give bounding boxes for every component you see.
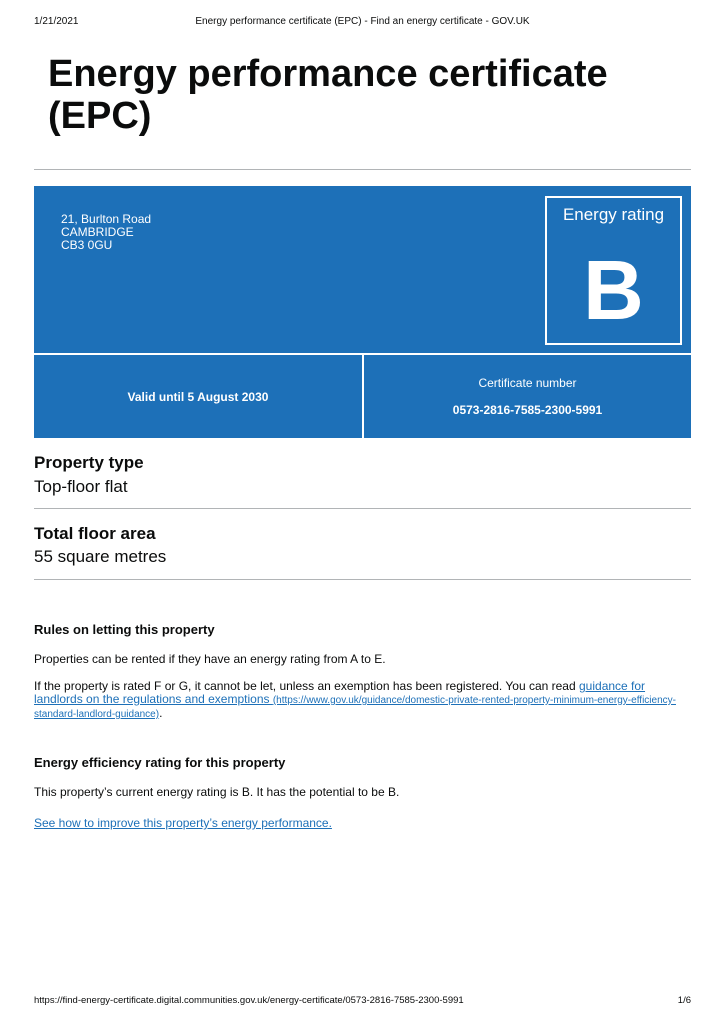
- floor-area-heading: Total floor area: [34, 524, 156, 543]
- property-type-value: Top-floor flat: [34, 477, 128, 496]
- print-date: 1/21/2021: [34, 16, 79, 27]
- address-line-street: 21, Burlton Road: [61, 212, 152, 226]
- valid-until: Valid until 5 August 2030: [127, 389, 269, 404]
- property-type-heading: Property type: [34, 453, 144, 472]
- page-number: 1/6: [677, 995, 691, 1006]
- print-footer: [34, 995, 691, 1009]
- page-title: Energy performance certificate (EPC): [48, 53, 608, 137]
- summary-divider: [34, 508, 691, 509]
- exemption-text: If the property is rated F or G, it cannot be let, unless an exemption has been registered. You can read: [34, 679, 579, 693]
- energy-rating-letter: B: [583, 243, 644, 337]
- print-footer-url: https://find-energy-certificate.digital.communities.gov.uk/energy-certificate/0573-2816-7585-2300-5991: [34, 995, 464, 1006]
- letting-rules-heading: Rules on letting this property: [34, 622, 215, 637]
- title-divider: [34, 169, 691, 170]
- print-document-title: Energy performance certificate (EPC) - Find an energy certificate - GOV.UK: [195, 16, 530, 27]
- banner-divider-vertical: [362, 355, 364, 438]
- certificate-number: 0573-2816-7585-2300-5991: [452, 403, 603, 417]
- landlord-guidance-link-text: guidance for landlords on the regulations and exemptions: [34, 679, 646, 706]
- energy-rating-box: [545, 196, 682, 345]
- efficiency-rating-heading: Energy efficiency rating for this property: [34, 755, 286, 770]
- summary-divider: [34, 579, 691, 580]
- print-header: [34, 16, 691, 30]
- address-line-postcode: CB3 0GU: [61, 238, 113, 252]
- improve-performance-link[interactable]: See how to improve this property’s energy performance.: [34, 816, 332, 830]
- landlord-guidance-url: (https://www.gov.uk/guidance/domestic-private-rented-property-minimum-energy-efficiency-standard-landlord-guidance): [34, 695, 676, 720]
- property-address: [61, 213, 151, 252]
- energy-rating-label: Energy rating: [562, 205, 665, 224]
- letting-rules-paragraph: Properties can be rented if they have an energy rating from A to E.: [34, 652, 386, 666]
- improve-link-paragraph: [34, 817, 694, 830]
- efficiency-rating-paragraph: This property’s current energy rating is B. It has the potential to be B.: [34, 785, 400, 799]
- address-line-town: CAMBRIDGE: [61, 225, 134, 239]
- exemption-text-end: .: [159, 706, 163, 720]
- certificate-number-label: Certificate number: [478, 376, 577, 390]
- letting-exemption-paragraph: [34, 680, 694, 721]
- certificate-banner: [34, 186, 691, 438]
- floor-area-value: 55 square metres: [34, 547, 167, 566]
